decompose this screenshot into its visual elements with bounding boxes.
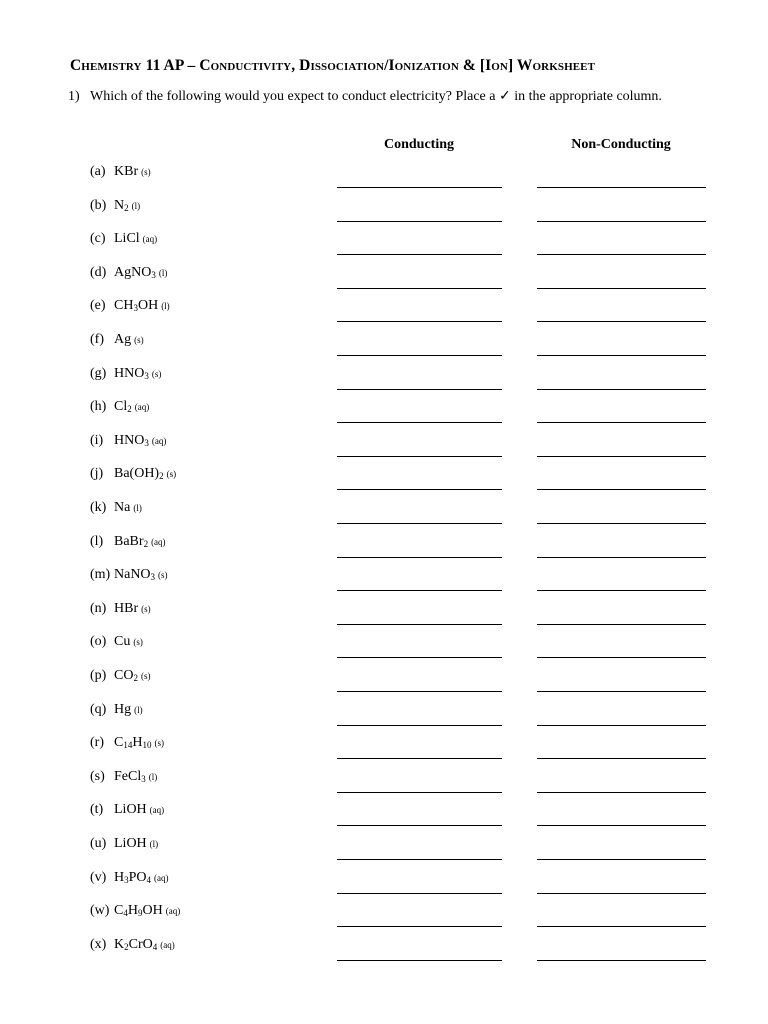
item-letter: (v) — [90, 869, 107, 885]
non-conducting-answer-line[interactable] — [537, 926, 706, 927]
item-label — [90, 836, 158, 852]
item-letter: (g) — [90, 365, 107, 381]
item-label — [90, 500, 142, 516]
list-item — [0, 769, 768, 803]
item-state: (aq) — [149, 805, 165, 816]
item-label — [90, 769, 157, 785]
item-state: (s) — [154, 738, 164, 749]
item-letter: (n) — [90, 600, 107, 616]
non-conducting-answer-line[interactable] — [537, 456, 706, 457]
item-state: (aq) — [151, 536, 166, 547]
question-text: Which of the following would you expect to conduct electricity? Place a ✓ in the appropriate column. — [90, 89, 662, 104]
conducting-answer-line[interactable] — [337, 758, 502, 759]
non-conducting-answer-line[interactable] — [537, 557, 706, 558]
list-item — [0, 231, 768, 265]
item-state: (l) — [161, 301, 170, 312]
item-formula: Hg — [114, 701, 132, 717]
item-letter: (a) — [90, 164, 106, 179]
item-state: (s) — [141, 603, 151, 614]
list-item — [0, 298, 768, 332]
conducting-answer-line[interactable] — [337, 355, 502, 356]
item-letter: (q) — [90, 701, 107, 717]
list-item — [0, 534, 768, 568]
item-letter: (c) — [90, 231, 106, 247]
conducting-answer-line[interactable] — [337, 321, 502, 322]
list-item — [0, 500, 768, 534]
item-letter: (k) — [90, 500, 107, 515]
item-formula: BaBr$_2$ — [114, 533, 149, 549]
item-label — [90, 601, 151, 617]
item-formula: $Cl_2$ — [114, 399, 132, 415]
item-state: (s) — [151, 368, 162, 379]
item-letter: (u) — [90, 836, 107, 851]
page-title: Chemistry 11 AP – Conductivity, Dissociation/Ionization & [Ion] Worksheet — [70, 57, 596, 74]
item-letter: (s) — [90, 768, 105, 784]
item-letter: (w) — [90, 903, 110, 919]
item-label — [90, 802, 164, 818]
item-letter: (j) — [90, 466, 104, 482]
conducting-answer-line[interactable] — [337, 725, 502, 726]
item-state: (aq) — [154, 872, 169, 883]
item-state: (s) — [166, 469, 177, 480]
item-state: (aq) — [160, 939, 175, 950]
non-conducting-answer-line[interactable] — [537, 758, 706, 759]
conducting-answer-line[interactable] — [337, 489, 502, 490]
item-letter: (e) — [90, 298, 106, 314]
non-conducting-answer-line[interactable] — [537, 489, 706, 490]
item-label — [90, 198, 140, 214]
item-label — [90, 164, 151, 180]
item-label — [90, 870, 169, 886]
conducting-answer-line[interactable] — [337, 691, 502, 692]
item-label — [90, 433, 166, 449]
conducting-answer-line[interactable] — [337, 960, 502, 961]
item-state: (l) — [133, 503, 142, 513]
item-formula: $C_{14}H_{10}$ — [114, 735, 152, 751]
item-letter: (f) — [90, 332, 104, 347]
item-formula: HBr — [114, 600, 139, 616]
list-item — [0, 567, 768, 601]
conducting-answer-line[interactable] — [337, 422, 502, 423]
non-conducting-answer-line[interactable] — [537, 691, 706, 692]
non-conducting-answer-line[interactable] — [537, 523, 706, 524]
conducting-answer-line[interactable] — [337, 792, 502, 793]
list-item — [0, 903, 768, 937]
list-item — [0, 164, 768, 198]
conducting-answer-line[interactable] — [337, 624, 502, 625]
item-letter: (x) — [90, 936, 107, 952]
conducting-answer-line[interactable] — [337, 456, 502, 457]
item-state: (s) — [158, 570, 168, 581]
non-conducting-answer-line[interactable] — [537, 725, 706, 726]
list-item — [0, 836, 768, 870]
item-formula: Cu — [114, 634, 131, 650]
item-state: (l) — [134, 704, 143, 715]
list-item — [0, 802, 768, 836]
item-formula: $N_2$ — [114, 197, 129, 213]
non-conducting-answer-line[interactable] — [537, 221, 706, 222]
conducting-answer-line[interactable] — [337, 657, 502, 658]
non-conducting-answer-line[interactable] — [537, 389, 706, 390]
item-formula: $H_3PO_4$ — [114, 869, 152, 885]
conducting-answer-line[interactable] — [337, 389, 502, 390]
item-state: (l) — [149, 839, 159, 849]
item-formula: FeCl$_3$ — [114, 768, 146, 784]
item-letter: (h) — [90, 399, 107, 415]
non-conducting-answer-line[interactable] — [537, 355, 706, 356]
item-state: (s) — [134, 335, 144, 345]
item-formula: $HNO_3$ — [114, 432, 149, 448]
conducting-answer-line[interactable] — [337, 926, 502, 927]
item-formula: Ag — [114, 332, 132, 347]
non-conducting-answer-line[interactable] — [537, 657, 706, 658]
item-label — [90, 466, 176, 482]
item-letter: (l) — [90, 533, 104, 549]
item-label — [90, 735, 164, 751]
list-item — [0, 668, 768, 702]
list-item — [0, 265, 768, 299]
conducting-answer-line[interactable] — [337, 590, 502, 591]
non-conducting-answer-line[interactable] — [537, 422, 706, 423]
list-item — [0, 634, 768, 668]
item-state: (s) — [133, 637, 143, 648]
item-label — [90, 298, 170, 314]
item-formula: LiCl — [114, 231, 140, 247]
conducting-answer-line[interactable] — [337, 557, 502, 558]
list-item — [0, 332, 768, 366]
item-formula: LiOH — [114, 836, 147, 851]
column-header-conducting: Conducting — [383, 137, 455, 152]
conducting-answer-line[interactable] — [337, 825, 502, 826]
non-conducting-answer-line[interactable] — [537, 254, 706, 255]
item-label — [90, 534, 166, 550]
conducting-answer-line[interactable] — [337, 523, 502, 524]
item-label — [90, 567, 168, 583]
item-letter: (i) — [90, 432, 104, 448]
item-formula: AgNO$_3$ — [114, 264, 156, 280]
conducting-answer-line[interactable] — [337, 288, 502, 289]
conducting-answer-line[interactable] — [337, 859, 502, 860]
item-label — [90, 366, 161, 382]
item-letter: (b) — [90, 197, 107, 213]
item-label — [90, 668, 150, 684]
item-state: (aq) — [134, 402, 150, 413]
item-formula: LiOH — [114, 802, 147, 818]
item-state: (aq) — [151, 435, 167, 446]
non-conducting-answer-line[interactable] — [537, 825, 706, 826]
item-state: (l) — [148, 771, 158, 782]
conducting-answer-line[interactable] — [337, 893, 502, 894]
list-item — [0, 870, 768, 904]
item-letter: (o) — [90, 634, 107, 650]
item-label — [90, 332, 144, 348]
item-formula: $Ba(OH)_2$ — [114, 466, 164, 482]
list-item — [0, 735, 768, 769]
non-conducting-answer-line[interactable] — [537, 859, 706, 860]
item-formula: KBr — [114, 164, 139, 179]
item-letter: (r) — [90, 735, 104, 751]
non-conducting-answer-line[interactable] — [537, 624, 706, 625]
item-state: (s) — [140, 671, 151, 681]
item-formula: $CO_2$ — [114, 668, 138, 683]
item-label — [90, 937, 175, 953]
item-formula: $K_2CrO_4$ — [114, 936, 158, 952]
item-state: (l) — [158, 267, 168, 278]
item-formula: $CH_3OH$ — [114, 298, 159, 314]
question-number: 1) — [68, 89, 80, 104]
non-conducting-answer-line[interactable] — [537, 893, 706, 894]
item-label — [90, 702, 143, 718]
item-label — [90, 903, 180, 919]
item-label — [90, 265, 167, 281]
item-state: (s) — [141, 167, 151, 177]
list-item — [0, 466, 768, 500]
column-header-non-conducting: Non-Conducting — [571, 137, 671, 152]
item-state: (l) — [131, 200, 141, 211]
item-formula: $C_4H_9OH$ — [114, 903, 163, 919]
item-letter: (t) — [90, 802, 104, 818]
non-conducting-answer-line[interactable] — [537, 187, 706, 188]
list-item — [0, 433, 768, 467]
item-label — [90, 634, 143, 650]
list-item — [0, 702, 768, 736]
list-item — [0, 198, 768, 232]
question-1 — [68, 88, 688, 105]
list-item — [0, 937, 768, 971]
non-conducting-answer-line[interactable] — [537, 792, 706, 793]
non-conducting-answer-line[interactable] — [537, 590, 706, 591]
item-label — [90, 399, 149, 415]
item-formula: Na — [114, 500, 131, 515]
item-state: (aq) — [165, 906, 181, 917]
item-letter: (p) — [90, 668, 107, 683]
conducting-answer-line[interactable] — [337, 221, 502, 222]
non-conducting-answer-line[interactable] — [537, 960, 706, 961]
list-item — [0, 366, 768, 400]
non-conducting-answer-line[interactable] — [537, 321, 706, 322]
non-conducting-answer-line[interactable] — [537, 288, 706, 289]
item-letter: (m) — [90, 567, 111, 583]
item-letter: (d) — [90, 264, 107, 280]
item-state: (aq) — [142, 234, 158, 245]
list-item — [0, 601, 768, 635]
item-formula: NaNO$_3$ — [114, 567, 156, 583]
item-label — [90, 231, 157, 247]
conducting-answer-line[interactable] — [337, 187, 502, 188]
item-formula: $HNO_3$ — [114, 365, 149, 381]
conducting-answer-line[interactable] — [337, 254, 502, 255]
list-item — [0, 399, 768, 433]
